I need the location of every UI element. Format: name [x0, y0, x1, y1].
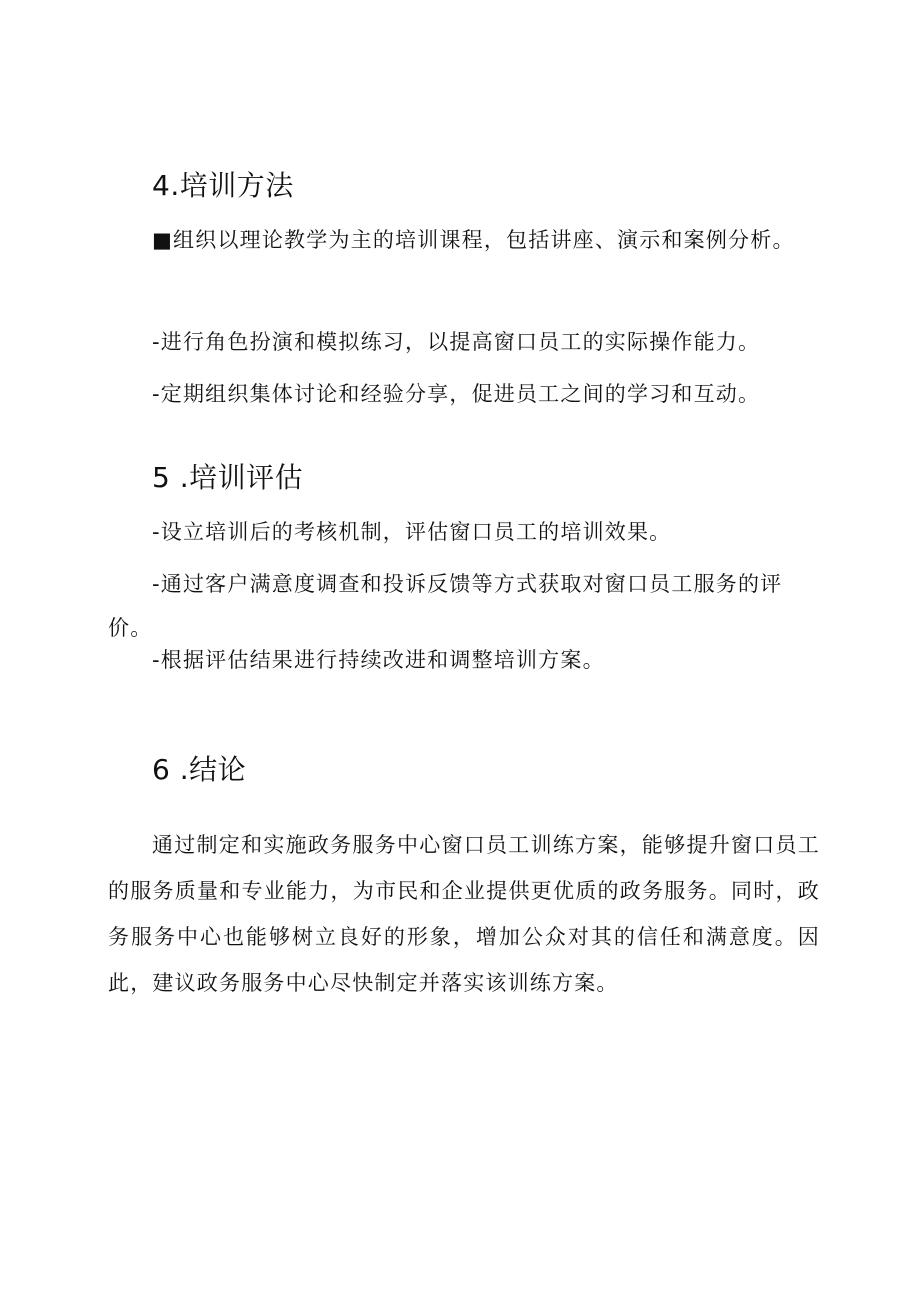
section-heading-conclusion: 6 .结论	[152, 753, 247, 786]
list-item: -进行角色扮演和模拟练习，以提高窗口员工的实际操作能力。	[152, 330, 761, 354]
list-item: -根据评估结果进行持续改进和调整培训方案。	[152, 648, 605, 672]
list-item: -通过客户满意度调查和投诉反馈等方式获取对窗口员工服务的评价。	[108, 572, 783, 640]
conclusion-paragraph: 通过制定和实施政务服务中心窗口员工训练方案，能够提升窗口员工的服务质量和专业能力，为市民和企业提供更优质的政务服务。同时，政务服务中心也能够树立良好的形象，增加公众对其的信任和满意度。因此，建议政务服务中心尽快制定并落实该训练方案。	[108, 833, 820, 995]
section-heading-training-evaluation: 5 .培训评估	[152, 461, 304, 494]
list-item: -设立培训后的考核机制，评估窗口员工的培训效果。	[152, 520, 672, 544]
list-item: -定期组织集体讨论和经验分享，促进员工之间的学习和互动。	[152, 382, 761, 406]
list-item: ■组织以理论教学为主的培训课程，包括讲座、演示和案例分析。	[152, 228, 795, 252]
section-heading-training-methods: 4.培训方法	[152, 169, 294, 202]
